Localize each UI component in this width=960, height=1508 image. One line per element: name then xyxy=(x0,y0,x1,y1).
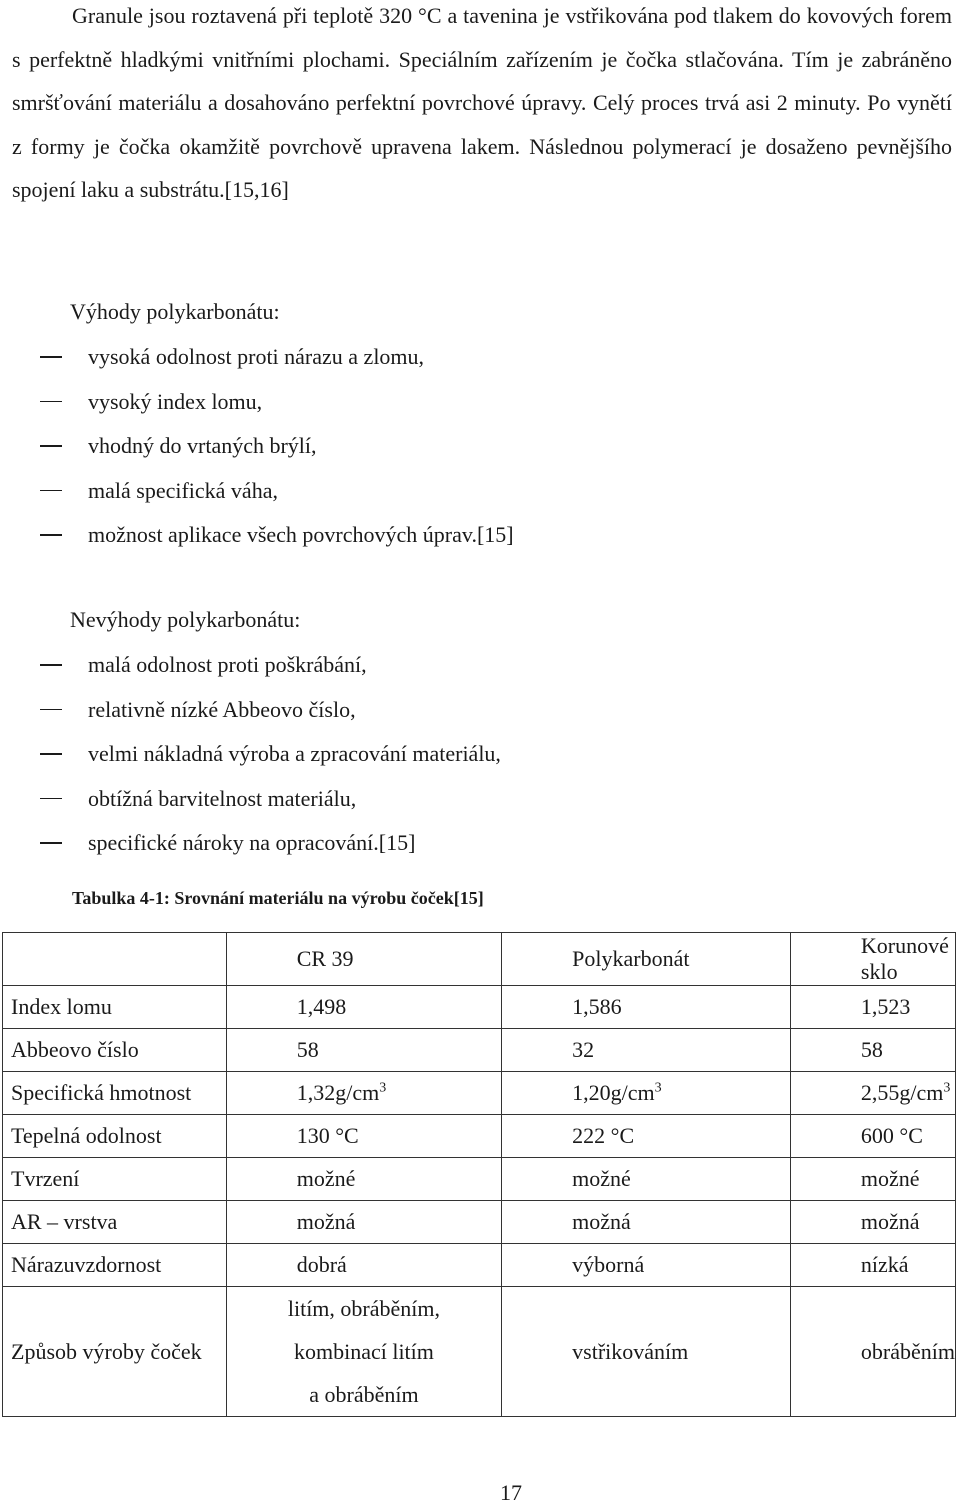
table-cell: 32 xyxy=(502,1029,791,1072)
table-cell: možná xyxy=(226,1201,501,1244)
table-cell: 1,586 xyxy=(502,986,791,1029)
dash-bullet xyxy=(40,709,62,711)
list-item: obtížná barvitelnost materiálu, xyxy=(40,784,501,829)
table-cell: 130 °C xyxy=(226,1115,501,1158)
row-label: Index lomu xyxy=(3,986,227,1029)
row-label: Abbeovo číslo xyxy=(3,1029,227,1072)
comparison-table xyxy=(2,932,956,1417)
disadvantages-list xyxy=(40,650,501,873)
table-row xyxy=(3,1072,956,1115)
list-item: vysoký index lomu, xyxy=(40,387,514,432)
table-cell: vstřikováním xyxy=(502,1287,791,1417)
table-cell: možná xyxy=(502,1201,791,1244)
list-item: vhodný do vrtaných brýlí, xyxy=(40,431,514,476)
list-item: relativně nízké Abbeovo číslo, xyxy=(40,695,501,740)
table-caption: Tabulka 4-1: Srovnání materiálu na výrobu čoček[15] xyxy=(72,888,484,908)
table-cell: 58 xyxy=(790,1029,955,1072)
table-cell: 222 °C xyxy=(502,1115,791,1158)
dash-bullet xyxy=(40,753,62,755)
list-item: možnost aplikace všech povrchových úprav.[15] xyxy=(40,520,514,565)
dash-bullet xyxy=(40,798,62,800)
row-label: Tepelná odolnost xyxy=(3,1115,227,1158)
table-row xyxy=(3,1029,956,1072)
row-label: AR – vrstva xyxy=(3,1201,227,1244)
table-cell: možná xyxy=(790,1201,955,1244)
dash-bullet xyxy=(40,664,62,666)
table-cell: výborná xyxy=(502,1244,791,1287)
table-cell: $1,32g/cm^3$ xyxy=(226,1072,501,1115)
table-cell: 1,523 xyxy=(790,986,955,1029)
table-cell: možné xyxy=(790,1158,955,1201)
table-row xyxy=(3,986,956,1029)
table-cell: 1,498 xyxy=(226,986,501,1029)
dash-bullet xyxy=(40,445,62,447)
list-item: malá odolnost proti poškrábání, xyxy=(40,650,501,695)
dash-bullet xyxy=(40,490,62,492)
row-label: Specifická hmotnost xyxy=(3,1072,227,1115)
table-row xyxy=(3,1158,956,1201)
dash-bullet xyxy=(40,842,62,844)
header-cell-empty xyxy=(3,933,227,986)
table-cell: nízká xyxy=(790,1244,955,1287)
list-item: specifické nároky na opracování.[15] xyxy=(40,828,501,873)
table-row xyxy=(3,1287,956,1417)
row-label: Způsob výroby čoček xyxy=(3,1287,227,1417)
table-row xyxy=(3,1201,956,1244)
disadvantages-heading: Nevýhody polykarbonátu: xyxy=(70,607,301,632)
row-label: Tvrzení xyxy=(3,1158,227,1201)
header-cell: CR 39 xyxy=(226,933,501,986)
list-item: vysoká odolnost proti nárazu a zlomu, xyxy=(40,342,514,387)
page-number: 17 xyxy=(500,1480,522,1505)
table-cell: 58 xyxy=(226,1029,501,1072)
row-label: Nárazuvzdornost xyxy=(3,1244,227,1287)
table-row xyxy=(3,1115,956,1158)
list-item: malá specifická váha, xyxy=(40,476,514,521)
dash-bullet xyxy=(40,534,62,536)
table-cell-multiline: litím, obráběním, kombinací litím a obráběním xyxy=(226,1287,501,1417)
table-header-row xyxy=(3,933,956,986)
list-item: velmi nákladná výroba a zpracování materiálu, xyxy=(40,739,501,784)
table-cell: možné xyxy=(226,1158,501,1201)
intro-paragraph-text: Granule jsou roztavená při teplotě 320 °C a tavenina je vstřikována pod tlakem do kovových forem s perfektně hladkými vnitřními plochami. Speciálním zařízením je čočka stlačována. Tím je zabráněno smršťování materiálu a dosahováno perfektní povrchové úpravy. Celý proces trvá asi 2 minuty. Po vynětí z formy je čočka okamžitě povrchově upravena lakem. Následnou polymerací je dosaženo pevnějšího spojení laku a substrátu.[15,16] xyxy=(12,3,952,202)
header-cell: Polykarbonát xyxy=(502,933,791,986)
dash-bullet xyxy=(40,356,62,358)
table-cell: dobrá xyxy=(226,1244,501,1287)
table-cell: $2,55g/cm^3$ xyxy=(790,1072,955,1115)
header-cell: Korunové sklo xyxy=(790,933,955,986)
intro-paragraph xyxy=(12,0,952,212)
table-row xyxy=(3,1244,956,1287)
dash-bullet xyxy=(40,401,62,403)
table-cell: 600 °C xyxy=(790,1115,955,1158)
advantages-list xyxy=(40,342,514,565)
advantages-heading: Výhody polykarbonátu: xyxy=(70,299,280,324)
table-cell: obráběním xyxy=(790,1287,955,1417)
table-cell: možné xyxy=(502,1158,791,1201)
table-cell: $1,20g/cm^3$ xyxy=(502,1072,791,1115)
